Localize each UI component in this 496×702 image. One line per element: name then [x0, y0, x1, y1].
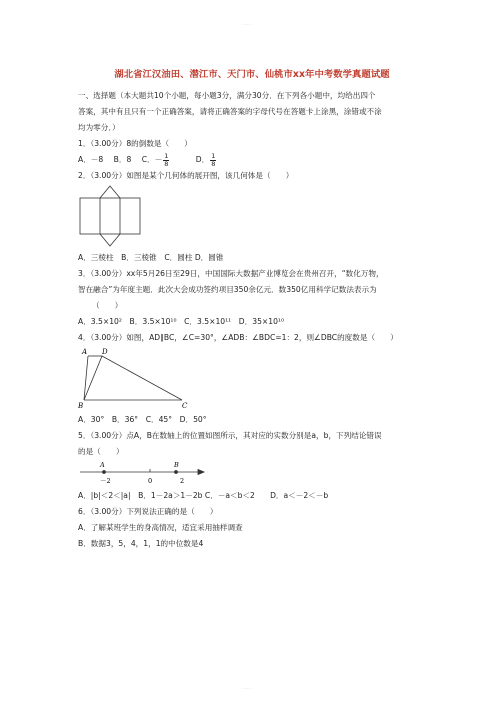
point-a-label: A: [100, 461, 105, 469]
net-rect: [80, 198, 140, 234]
q1-option-b: B．8: [113, 155, 132, 164]
q4-trapezoid-figure: [78, 346, 426, 412]
q2-stem: 2．（3.00分）如图是某个几何体的展开图，该几何体是（ ）: [78, 171, 294, 180]
q3-line-2: 智在融合”为年度主题．此次大会成功签约项目350余亿元．数350亿用科学记数法表示为: [78, 285, 377, 294]
fraction-one-eighth: $\frac{1}{8}$: [164, 151, 169, 168]
q5-stem-2: 的是（ ）: [78, 447, 124, 456]
q1-stem: 1．（3.00分）8的倒数是（ ）: [78, 139, 192, 148]
number-line-svg: [78, 460, 208, 488]
q4-options: A．30° B．36° C．45° D．50°: [78, 415, 207, 424]
q3-line-1: 3．（3.00分）xx年5月26日至29日，中国国际大数据产业博览会在贵州召开，“数化万物，: [78, 269, 384, 278]
q5-number-line: [78, 460, 426, 488]
page-footer: ·····: [242, 686, 254, 691]
label-d: D: [102, 348, 108, 356]
q5-options: A．|b|＜2＜|a| B．1－2a＞1－2b C．－a＜b＜2 D．a＜－2＜－b: [78, 491, 329, 500]
q1-option-c: C．－ $\frac{1}{8}$: [142, 155, 186, 164]
section-intro: [78, 88, 426, 136]
q3-options: A．3.5×10² B．3.5×10¹⁰ C．3.5×10¹¹ D．35×10¹⁰: [78, 317, 285, 326]
q2-options: A．三棱柱 B．三棱锥 C．圆柱 D．圆锥: [78, 253, 224, 262]
q6-option-b: B．数据3，5，4，1，1的中位数是4: [78, 539, 204, 548]
point-a: [103, 471, 106, 474]
fraction-one-eighth-d: $\frac{1}{8}$: [211, 151, 216, 168]
q1-option-d: D． $\frac{1}{8}$: [196, 155, 233, 164]
net-top-triangle: [100, 186, 120, 198]
point-b-label: B: [174, 461, 179, 469]
net-bottom-triangle: [100, 234, 120, 246]
intro-line-2: 答案，其中有且只有一个正确答案，请将正确答案的字母代号在答题卡上涂黑，涂错或不涂: [78, 107, 382, 116]
q4-stem: 4．（3.00分）如图，AD∥BC，∠C=30°，∠ADB：∠BDC=1：2，则∠DBC的度数是（ ）: [78, 333, 398, 342]
tick-0: 0: [148, 477, 153, 485]
intro-line-3: 均为零分．）: [78, 123, 120, 132]
axis-arrow: [198, 470, 204, 475]
q1-option-a: A．－8: [78, 155, 104, 164]
prism-net-svg: [78, 184, 158, 248]
label-a: A: [82, 348, 88, 356]
trapezoid-svg: [78, 346, 198, 410]
intro-line-1: 一、选择题（本大题共10个小题，每小题3分，满分30分．在下列各小题中，均给出四个: [78, 91, 376, 100]
tick-2: 2: [180, 477, 185, 485]
page-header: ·····: [242, 22, 254, 27]
label-c: C: [182, 402, 188, 410]
q3-line-3: （ ）: [92, 301, 123, 310]
q6-stem: 6．（3.00分）下列说法正确的是（ ）: [78, 507, 218, 516]
q6-option-a: A．了解某班学生的身高情况，适宜采用抽样调查: [78, 523, 243, 532]
q5-stem-1: 5．（3.00分）点A，B在数轴上的位置如图所示，其对应的实数分别是a，b，下列结论错误: [78, 431, 382, 440]
exam-page: [78, 66, 426, 552]
exam-title: 湖北省江汉油田、潜江市、天门市、仙桃市xx年中考数学真题试题: [114, 69, 390, 80]
tick-neg2: －2: [100, 477, 111, 485]
point-b: [175, 471, 178, 474]
q1-options: [78, 152, 426, 168]
label-b: B: [78, 402, 84, 410]
q2-net-figure: [78, 184, 426, 250]
